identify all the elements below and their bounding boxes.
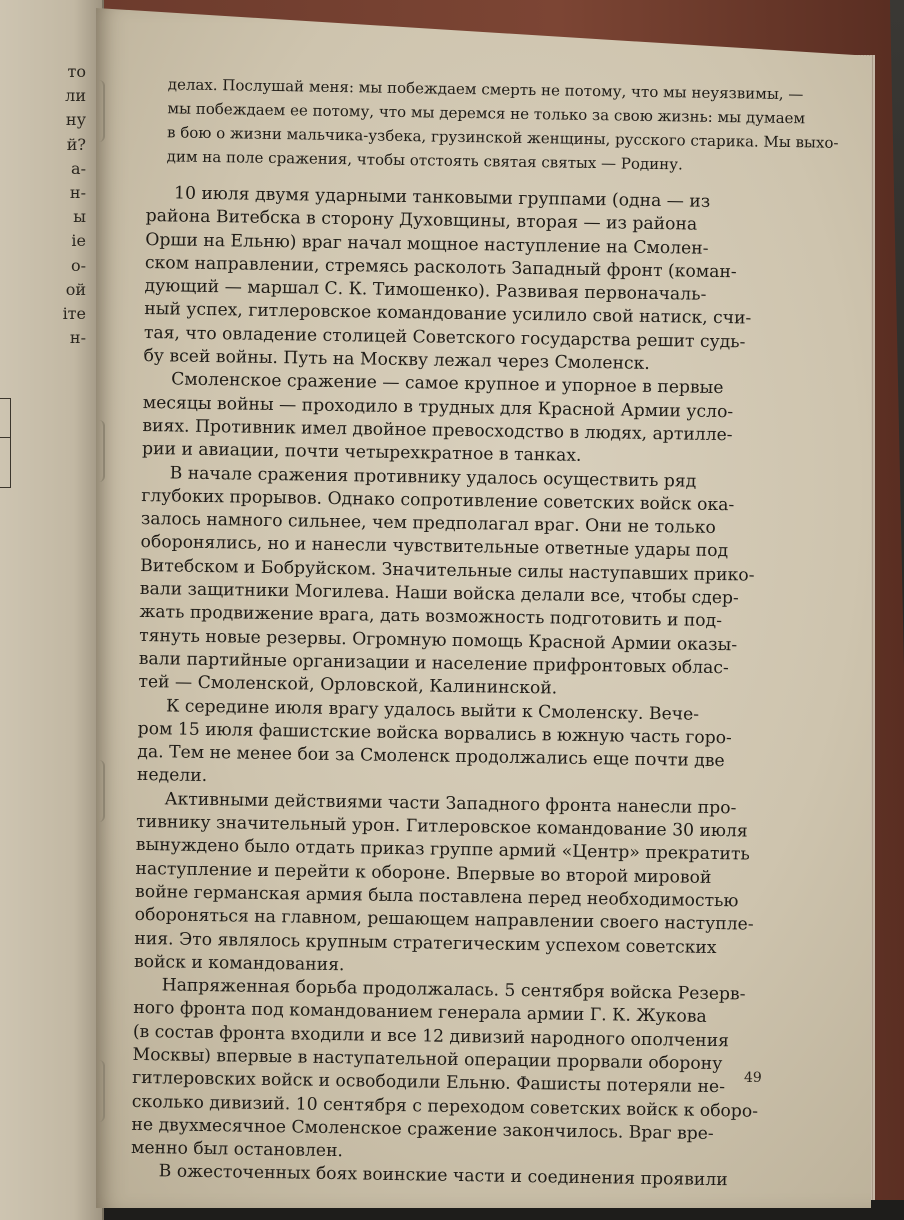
quote-line: в бою о жизни мальчика-узбека, грузинской женщины, русского старика. Мы выхо- (166, 123, 839, 152)
text-line: ром 15 июля фашистские войска ворвались в южную часть горо- (137, 718, 732, 749)
text-line: тей — Смоленской, Орловской, Калининской. (138, 672, 558, 699)
text-line: Смоленское сражение — самое крупное и упорное в первые (171, 369, 724, 399)
text-line: недели. (136, 765, 208, 787)
text-line: оборонялись, но и нанесли чувствительные ответные удары под (140, 532, 729, 562)
text-line: вынуждено было отдать приказ группе армий «Центр» прекратить (135, 835, 750, 865)
text-line: глубоких прорывов. Однако сопротивление советских войск ока- (141, 485, 735, 516)
quote-line: дим на поле сражения, чтобы отстоять святая святых — Родину. (166, 147, 683, 174)
left-fragment-line: й? (66, 134, 86, 154)
text-line: войск и командования. (133, 951, 345, 975)
quote-line: мы побеждаем ее потому, что мы деремся не только за свою жизнь: мы думаем (167, 99, 806, 128)
text-line: ного фронта под командованием генерала армии Г. К. Жукова (133, 998, 707, 1028)
text-line: района Витебска в сторону Духовщины, вторая — из района (145, 206, 698, 235)
left-fragment-line: ы (73, 207, 86, 227)
left-page (0, 0, 104, 1220)
text-line: тая, что овладение столицей Советского государства решит судь- (143, 322, 746, 353)
text-line: вали партийные организации и население прифронтовых облас- (138, 648, 729, 679)
left-fragment-line: о- (70, 255, 86, 275)
body-text (131, 182, 787, 1194)
left-page-text-fragments (0, 60, 92, 350)
text-line: Напряженная борьба продолжалась. 5 сентября войска Резерв- (161, 975, 746, 1005)
text-line: менно был остановлен. (130, 1138, 344, 1162)
left-fragment-line: іе (71, 231, 86, 251)
text-line: да. Тем не менее бои за Смоленск продолжались еще почти две (137, 742, 725, 772)
text-line: (в состав фронта входили и все 12 дивизий народного ополчения (132, 1021, 730, 1051)
text-line: Москвы) впервые в наступательной операции прорвали оборону (132, 1044, 723, 1075)
text-line: Орши на Ельню) враг начал мощное наступление на Смолен- (145, 229, 709, 259)
quote-line: делах. Послушай меня: мы побеждаем смерть не потому, что мы неуязвимы, — (167, 75, 804, 104)
text-line: жать продвижение врага, дать возможность подготовить и под- (139, 602, 723, 632)
quote-paragraph (166, 72, 839, 178)
text-line: тянуть новые резервы. Огромную помощь Красной Армии оказы- (138, 625, 738, 655)
text-line: В ожесточенных боях воинские части и соединения проявили (158, 1161, 728, 1191)
text-line: наступление и перейти к обороне. Впервые во второй мировой (135, 858, 712, 888)
text-line: В начале сражения противнику удалось осуществить ряд (169, 462, 697, 492)
text-line: сколько дивизий. 10 сентября с переходом советских войск к оборо- (131, 1091, 759, 1122)
left-fragment-line: н- (69, 183, 86, 203)
text-line: вали защитники Могилева. Наши войска делали все, чтобы сдер- (139, 578, 739, 609)
text-line: не двухмесячное Смоленское сражение закончилось. Враг вре- (131, 1114, 714, 1144)
left-fragment-line: ой (65, 279, 86, 299)
binding-stitches (96, 60, 108, 1160)
text-line: войне германская армия была поставлена перед необходимостью (134, 881, 739, 912)
text-line: К середине июля врагу удалось выйти к Смоленску. Вече- (165, 695, 700, 725)
text-line: ния. Это являлось крупным стратегическим успехом советских (134, 928, 717, 958)
text-line: бу всей войны. Путь на Москву лежал через Смоленск. (143, 346, 650, 374)
left-fragment-line: ну (65, 110, 86, 130)
text-line: Витебском и Бобруйском. Значительные силы наступавших прико- (140, 555, 755, 586)
left-fragment-line: ли (65, 86, 86, 106)
left-fragment-line: то (67, 62, 86, 81)
left-fragment-line: а- (71, 158, 86, 178)
page-number: 49 (744, 1070, 762, 1086)
text-line: месяцы войны — проходило в трудных для Красной Армии усло- (142, 392, 734, 422)
text-line: ный успех, гитлеровское командование усилило свой натиск, счи- (144, 299, 752, 329)
text-line: Активными действиями части Западного фронта нанесли про- (164, 789, 737, 819)
text-line: обороняться на главном, решающем направлении своего наступле- (134, 905, 754, 935)
text-line: рии и авиации, почти четырехкратное в танках. (141, 439, 582, 467)
text-line: дующий — маршал С. К. Тимошенко). Развивая первоначаль- (144, 276, 707, 305)
left-fragment-line: іте (62, 304, 86, 324)
left-fragment-line: н- (69, 328, 86, 348)
page-text (130, 72, 839, 1194)
text-line: тивнику значительный урон. Гитлеровское командование 30 июля (136, 811, 748, 842)
text-line: 10 июля двумя ударными танковыми группами (одна — из (173, 183, 711, 212)
text-line: залось намного сильнее, чем предполагал враг. Они не только (140, 509, 716, 539)
text-line: ском направлении, стремясь расколоть Западный фронт (коман- (144, 252, 737, 283)
text-line: гитлеровских войск и освободили Ельню. Фашисты потеряли не- (132, 1068, 726, 1098)
text-line: виях. Противник имел двойное превосходство в людях, артилле- (142, 415, 733, 446)
left-page-table-fragment (0, 398, 11, 488)
